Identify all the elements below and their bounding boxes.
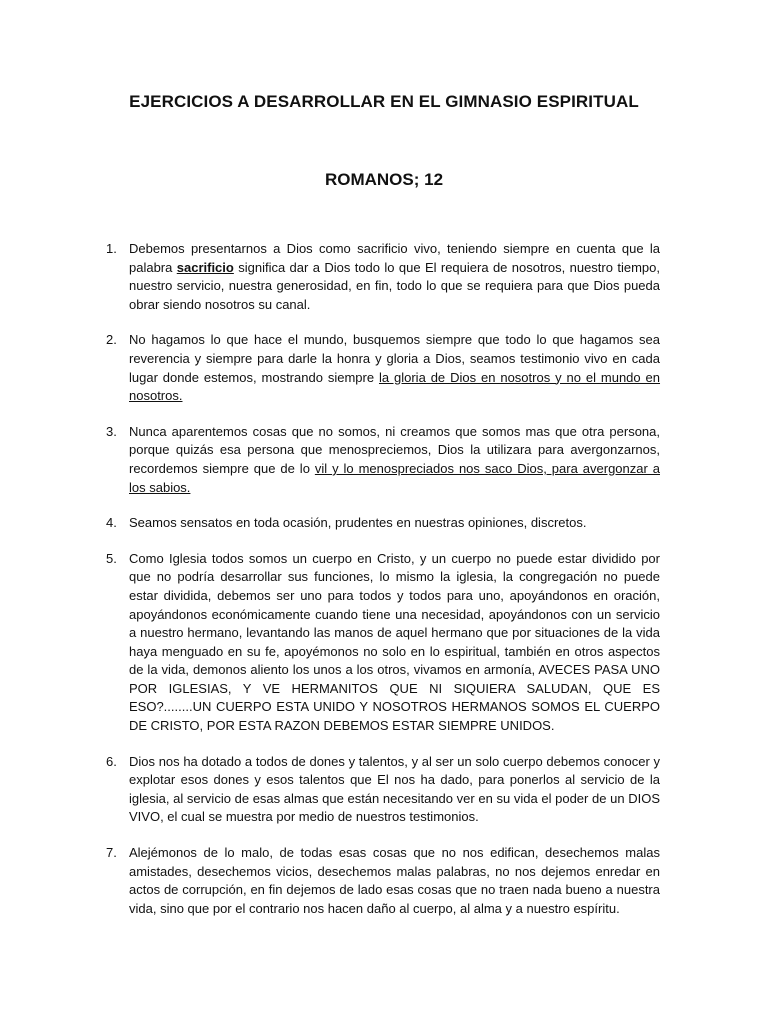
item-underlined-text: la gloria de Dios en nosotros y no el mundo en nosotros. (129, 369, 661, 404)
item-text: Alejémonos de lo malo, de todas esas cosas que no nos edifican, desechemos malas amistades, desechemos vicios, desechemos malas palabras, no nos dejemos enredar en actos de corrupción, en fin dejemos de lado esas cosas que no traen nada bueno a nuestra vida, sino que por el contrario nos hacen daño al cuerpo, al alma y a nuestro espíritu. (129, 845, 660, 916)
list-item-1 (0, 240, 768, 314)
list-item-7 (0, 844, 768, 918)
item-number: 3. (106, 423, 117, 439)
list-item-4 (0, 514, 768, 533)
item-text: Debemos presentarnos a Dios como sacrificio vivo, teniendo siempre en cuenta que la palabra (129, 241, 660, 275)
list-item-3 (0, 423, 768, 497)
item-text: Nunca aparentemos cosas que no somos, ni creamos que somos mas que otra persona, porque quizás esa persona que menospreciemos, Dios la utilizara para avergonzarnos, recordemos siempre que de lo (129, 423, 660, 476)
item-text: Dios nos ha dotado a todos de dones y talentos, y al ser un solo cuerpo debemos conocer y explotar esos dones y esos talentos que El nos ha dado, para ponerlos al servicio de la iglesia, al servicio de esas almas que están necesitando ver en su vida el poder de un DIOS VIVO, el cual se muestra por medio de nuestros testimonios. (129, 753, 660, 825)
exercise-list (0, 240, 768, 935)
list-item-5 (0, 550, 768, 736)
item-number: 7. (106, 845, 117, 861)
item-text: Como Iglesia todos somos un cuerpo en Cristo, y un cuerpo no puede estar dividido por que no podría desarrollar sus funciones, lo mismo la iglesia, la congregación no puede estar dividida, debemos ser uno para todos y todos para uno, apoyándonos en oración, apoyándonos económicamente cuando tiene una necesidad, apoyándonos con un servicio a nuestro hermano, levantando las manos de aquel hermano que por situaciones de la vida haya menguado en su fe, apoyémonos no solo en lo espiritual, también en otros aspectos de la vida, demonos aliento los unos a los otros, vivamos en armonía, AVECES PASA UNO POR IGLESIAS, Y VE HERMANITOS QUE NI SIQUIERA SALUDAN, QUE ES ESO?........UN CUERPO ESTA UNIDO Y NOSOTROS HERMANOS SOMOS EL CUERPO DE CRISTO, POR ESTA RAZON DEBEMOS ESTAR SIEMPRE UNIDOS. (129, 550, 660, 734)
list-item-6 (0, 753, 768, 827)
item-underlined-text: vil y lo menospreciados nos saco Dios, para avergonzar a los sabios. (129, 460, 660, 495)
document-title: EJERCICIOS A DESARROLLAR EN EL GIMNASIO ESPIRITUAL (129, 92, 639, 111)
document-subtitle: ROMANOS; 12 (324, 170, 444, 189)
item-emphasis: sacrificio (176, 259, 234, 275)
item-number: 6. (106, 753, 117, 769)
item-number: 5. (106, 550, 117, 566)
list-item-2 (0, 331, 768, 405)
item-number: 1. (106, 241, 117, 256)
item-text: significa dar a Dios todo lo que El requiera de nosotros, nuestro tiempo, nuestro servicio, nuestra generosidad, en fin, todo lo que se requiera para que Dios pueda obrar siendo nosotros su canal. (129, 259, 660, 312)
item-text: Seamos sensatos en toda ocasión, prudentes en nuestras opiniones, discretos. (129, 515, 587, 531)
item-number: 4. (106, 515, 117, 531)
item-number: 2. (106, 332, 117, 348)
item-text: No hagamos lo que hace el mundo, busquemos siempre que todo lo que hagamos sea reverencia y siempre para darle la honra y gloria a Dios, seamos testimonio vivo en cada lugar donde estemos, mostrando siempre (129, 332, 660, 385)
